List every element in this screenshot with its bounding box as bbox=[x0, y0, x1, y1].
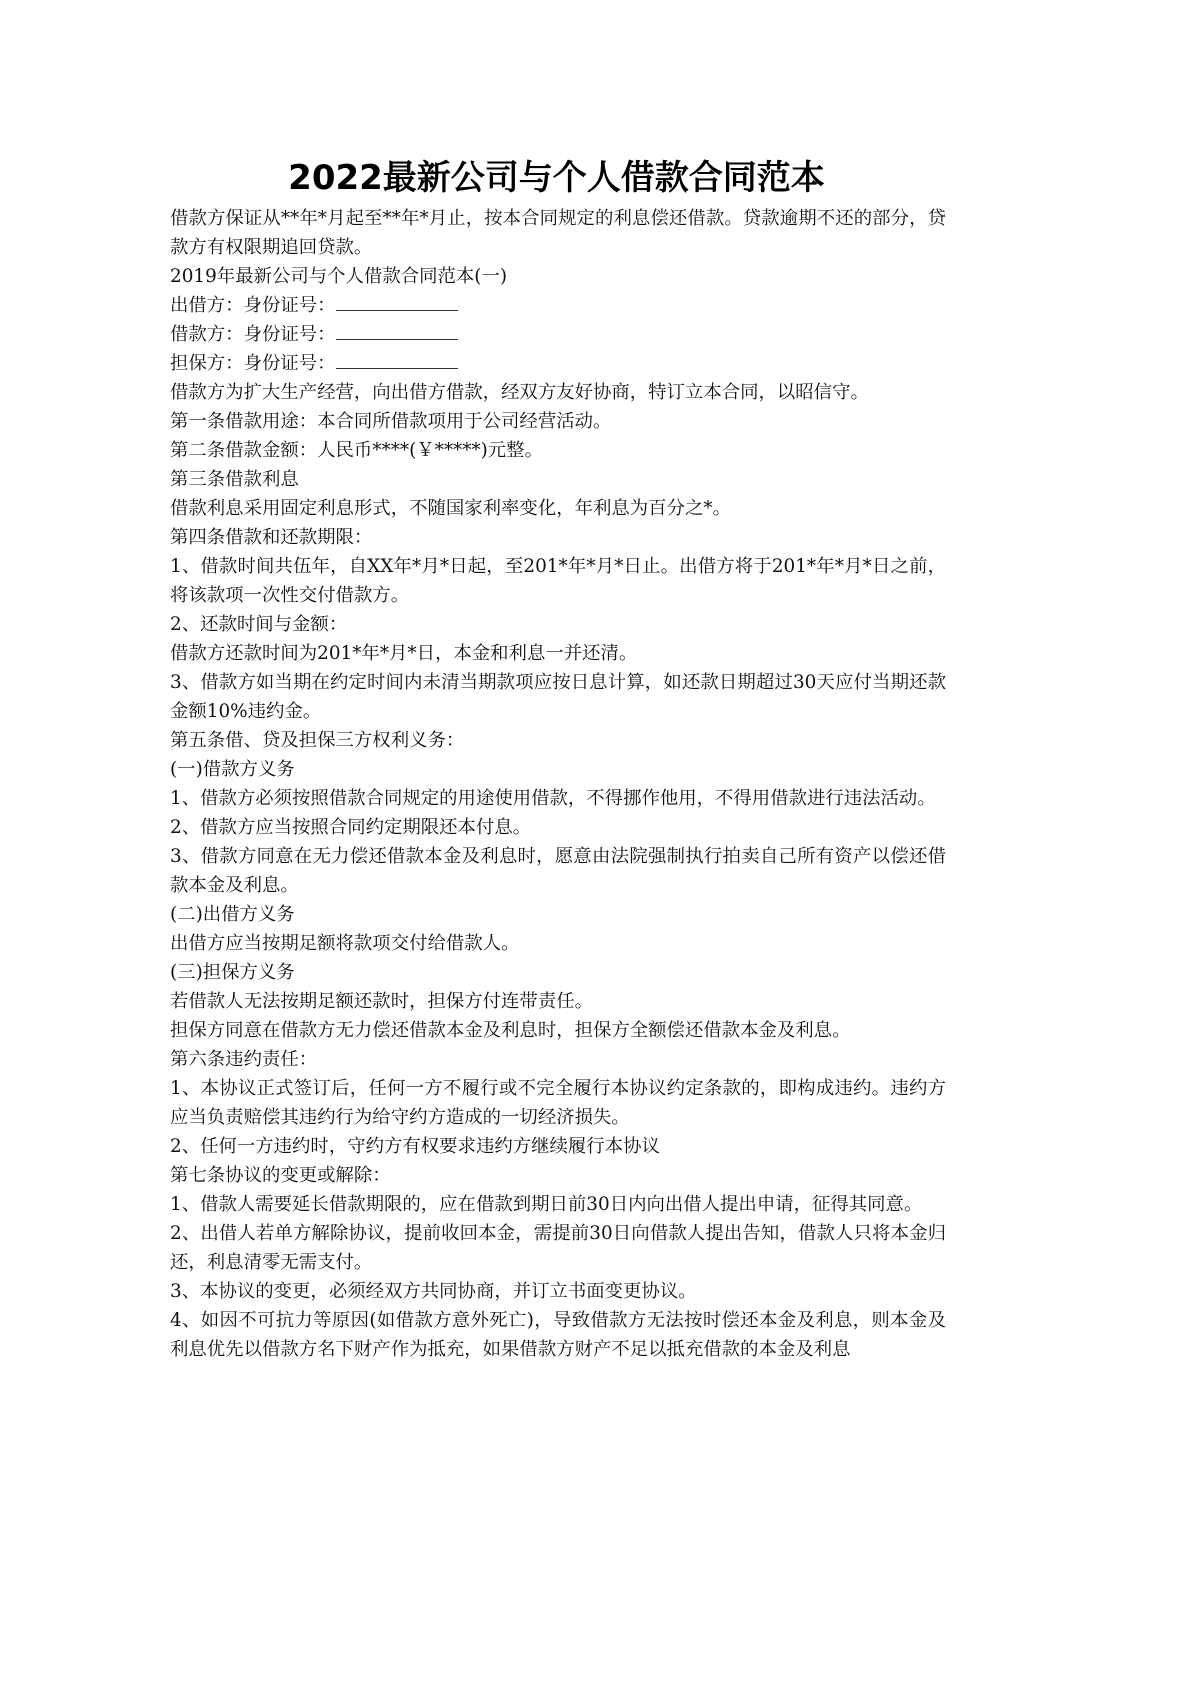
lender-id-label: 出借方：身份证号： bbox=[170, 295, 336, 316]
lender-duties-heading: (二)出借方义务 bbox=[170, 904, 295, 925]
guarantor-id-blank-field[interactable] bbox=[336, 350, 458, 369]
borrower-id-line bbox=[170, 320, 946, 349]
paragraph-intro: 借款方保证从**年*月起至**年*月止，按本合同规定的利息偿还借款。贷款逾期不还的部分，贷款方有权限期追回贷款。 bbox=[170, 208, 946, 258]
guarantor-duties-heading: (三)担保方义务 bbox=[170, 962, 295, 983]
article-3-interest: 借款利息采用固定利息形式，不随国家利率变化，年利息为百分之*。 bbox=[170, 498, 731, 519]
article-4-clause-3: 3、借款方如当期在约定时间内未清当期款项应按日息计算，如还款日期超过30天应付当期还款金额10%违约金。 bbox=[170, 672, 946, 722]
lender-id-line bbox=[170, 291, 946, 320]
article-3-heading: 第三条借款利息 bbox=[170, 469, 299, 490]
document-body bbox=[170, 204, 946, 1364]
article-4-clause-1: 1、借款时间共伍年，自XX年*月*日起，至201*年*月*日止。出借方将于201*年*月*日之前，将该款项一次性交付借款方。 bbox=[170, 556, 946, 606]
borrower-id-label: 借款方：身份证号： bbox=[170, 324, 336, 345]
borrower-duty-2: 2、借款方应当按照合同约定期限还本付息。 bbox=[170, 817, 532, 838]
article-7-clause-1: 1、借款人需要延长借款期限的，应在借款到期日前30日内向出借人提出申请，征得其同意。 bbox=[170, 1194, 923, 1215]
article-6-heading: 第六条违约责任： bbox=[170, 1049, 318, 1070]
article-7-clause-3: 3、本协议的变更，必须经双方共同协商，并订立书面变更协议。 bbox=[170, 1281, 697, 1302]
article-2-amount: 第二条借款金额：人民币****(￥*****)元整。 bbox=[170, 440, 543, 461]
article-7-clause-2: 2、出借人若单方解除协议，提前收回本金，需提前30日向借款人提出告知，借款人只将本金归还，利息清零无需支付。 bbox=[170, 1223, 946, 1273]
paragraph-subtitle: 2019年最新公司与个人借款合同范本(一) bbox=[170, 266, 508, 287]
article-6-clause-1: 1、本协议正式签订后，任何一方不履行或不完全履行本协议约定条款的，即构成违约。违约方应当负责赔偿其违约行为给守约方造成的一切经济损失。 bbox=[170, 1078, 946, 1128]
article-7-heading: 第七条协议的变更或解除： bbox=[170, 1165, 391, 1186]
paragraph-preamble: 借款方为扩大生产经营，向出借方借款，经双方友好协商，特订立本合同，以昭信守。 bbox=[170, 382, 869, 403]
borrower-duty-1: 1、借款方必须按照借款合同规定的用途使用借款，不得挪作他用，不得用借款进行违法活动。 bbox=[170, 788, 936, 809]
lender-id-blank-field[interactable] bbox=[336, 292, 458, 311]
borrower-duty-3: 3、借款方同意在无力偿还借款本金及利息时，愿意由法院强制执行拍卖自己所有资产以偿还借款本金及利息。 bbox=[170, 846, 946, 896]
guarantor-id-line bbox=[170, 349, 946, 378]
article-4-heading: 第四条借款和还款期限： bbox=[170, 527, 373, 548]
article-7-clause-4: 4、如因不可抗力等原因(如借款方意外死亡)，导致借款方无法按时偿还本金及利息，则本金及利息优先以借款方名下财产作为抵充，如果借款方财产不足以抵充借款的本金及利息 bbox=[170, 1310, 946, 1360]
article-4-clause-2: 借款方还款时间为201*年*月*日，本金和利息一并还清。 bbox=[170, 643, 638, 664]
lender-duty-1: 出借方应当按期足额将款项交付给借款人。 bbox=[170, 933, 520, 954]
guarantor-duty-1: 若借款人无法按期足额还款时，担保方付连带责任。 bbox=[170, 991, 593, 1012]
article-6-clause-2: 2、任何一方违约时，守约方有权要求违约方继续履行本协议 bbox=[170, 1136, 660, 1157]
article-5-heading: 第五条借、贷及担保三方权利义务： bbox=[170, 730, 465, 751]
document-title: 2022最新公司与个人借款合同范本 bbox=[288, 158, 825, 198]
borrower-duties-heading: (一)借款方义务 bbox=[170, 759, 295, 780]
article-1-purpose: 第一条借款用途：本合同所借款项用于公司经营活动。 bbox=[170, 411, 612, 432]
borrower-id-blank-field[interactable] bbox=[336, 321, 458, 340]
guarantor-id-label: 担保方：身份证号： bbox=[170, 353, 336, 374]
article-4-clause-2-heading: 2、还款时间与金额： bbox=[170, 614, 348, 635]
guarantor-duty-2: 担保方同意在借款方无力偿还借款本金及利息时，担保方全额偿还借款本金及利息。 bbox=[170, 1020, 851, 1041]
